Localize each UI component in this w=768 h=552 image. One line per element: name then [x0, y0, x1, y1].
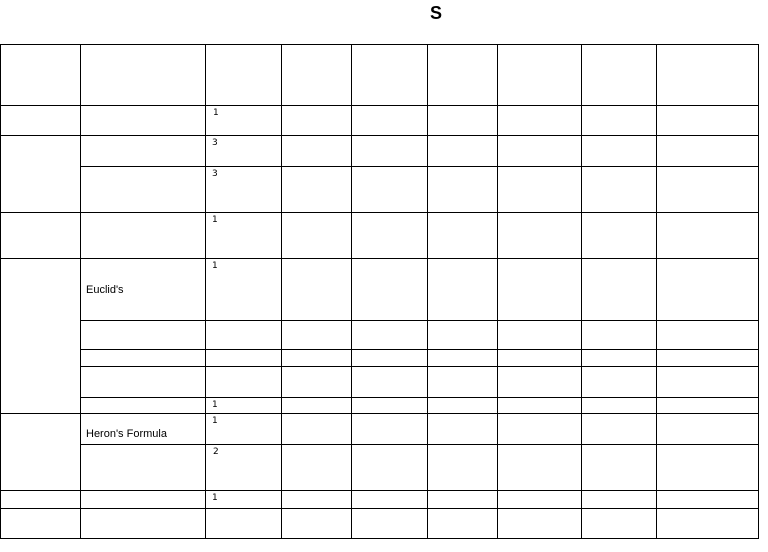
marks-cell: 1	[212, 261, 218, 271]
marks-cell: 1	[212, 493, 218, 503]
table-border	[427, 44, 428, 539]
table-border	[581, 44, 582, 539]
table-border	[0, 258, 759, 259]
marks-cell: 1	[213, 108, 219, 118]
table-border	[0, 44, 1, 539]
marks-cell: 2	[213, 447, 219, 457]
table-border	[0, 105, 759, 106]
marks-cell: 1	[212, 400, 218, 410]
table-border	[80, 444, 759, 445]
table-border	[205, 44, 206, 539]
table-border	[0, 44, 759, 45]
marks-cell: 1	[212, 215, 218, 225]
table-border	[497, 44, 498, 539]
table-border	[0, 135, 759, 136]
table-border	[0, 538, 759, 539]
table-border	[80, 44, 81, 539]
table-border	[656, 44, 657, 539]
table-border	[0, 490, 759, 491]
table-border	[80, 166, 759, 167]
table-border	[80, 397, 759, 398]
table-border	[80, 366, 759, 367]
page-title: S	[430, 3, 443, 23]
marks-cell: 1	[212, 416, 218, 426]
marks-cell: 3	[212, 138, 218, 148]
table-border	[80, 349, 759, 350]
table-border	[0, 413, 759, 414]
table-border	[0, 508, 759, 509]
marks-cell: 3	[212, 169, 218, 179]
syllabus-table	[0, 44, 759, 539]
table-border	[281, 44, 282, 539]
topic-cell: Heron's Formula	[86, 428, 167, 440]
table-border	[351, 44, 352, 539]
table-border	[758, 44, 759, 539]
topic-cell: Euclid's	[86, 284, 124, 296]
table-border	[0, 212, 759, 213]
table-border	[80, 320, 759, 321]
